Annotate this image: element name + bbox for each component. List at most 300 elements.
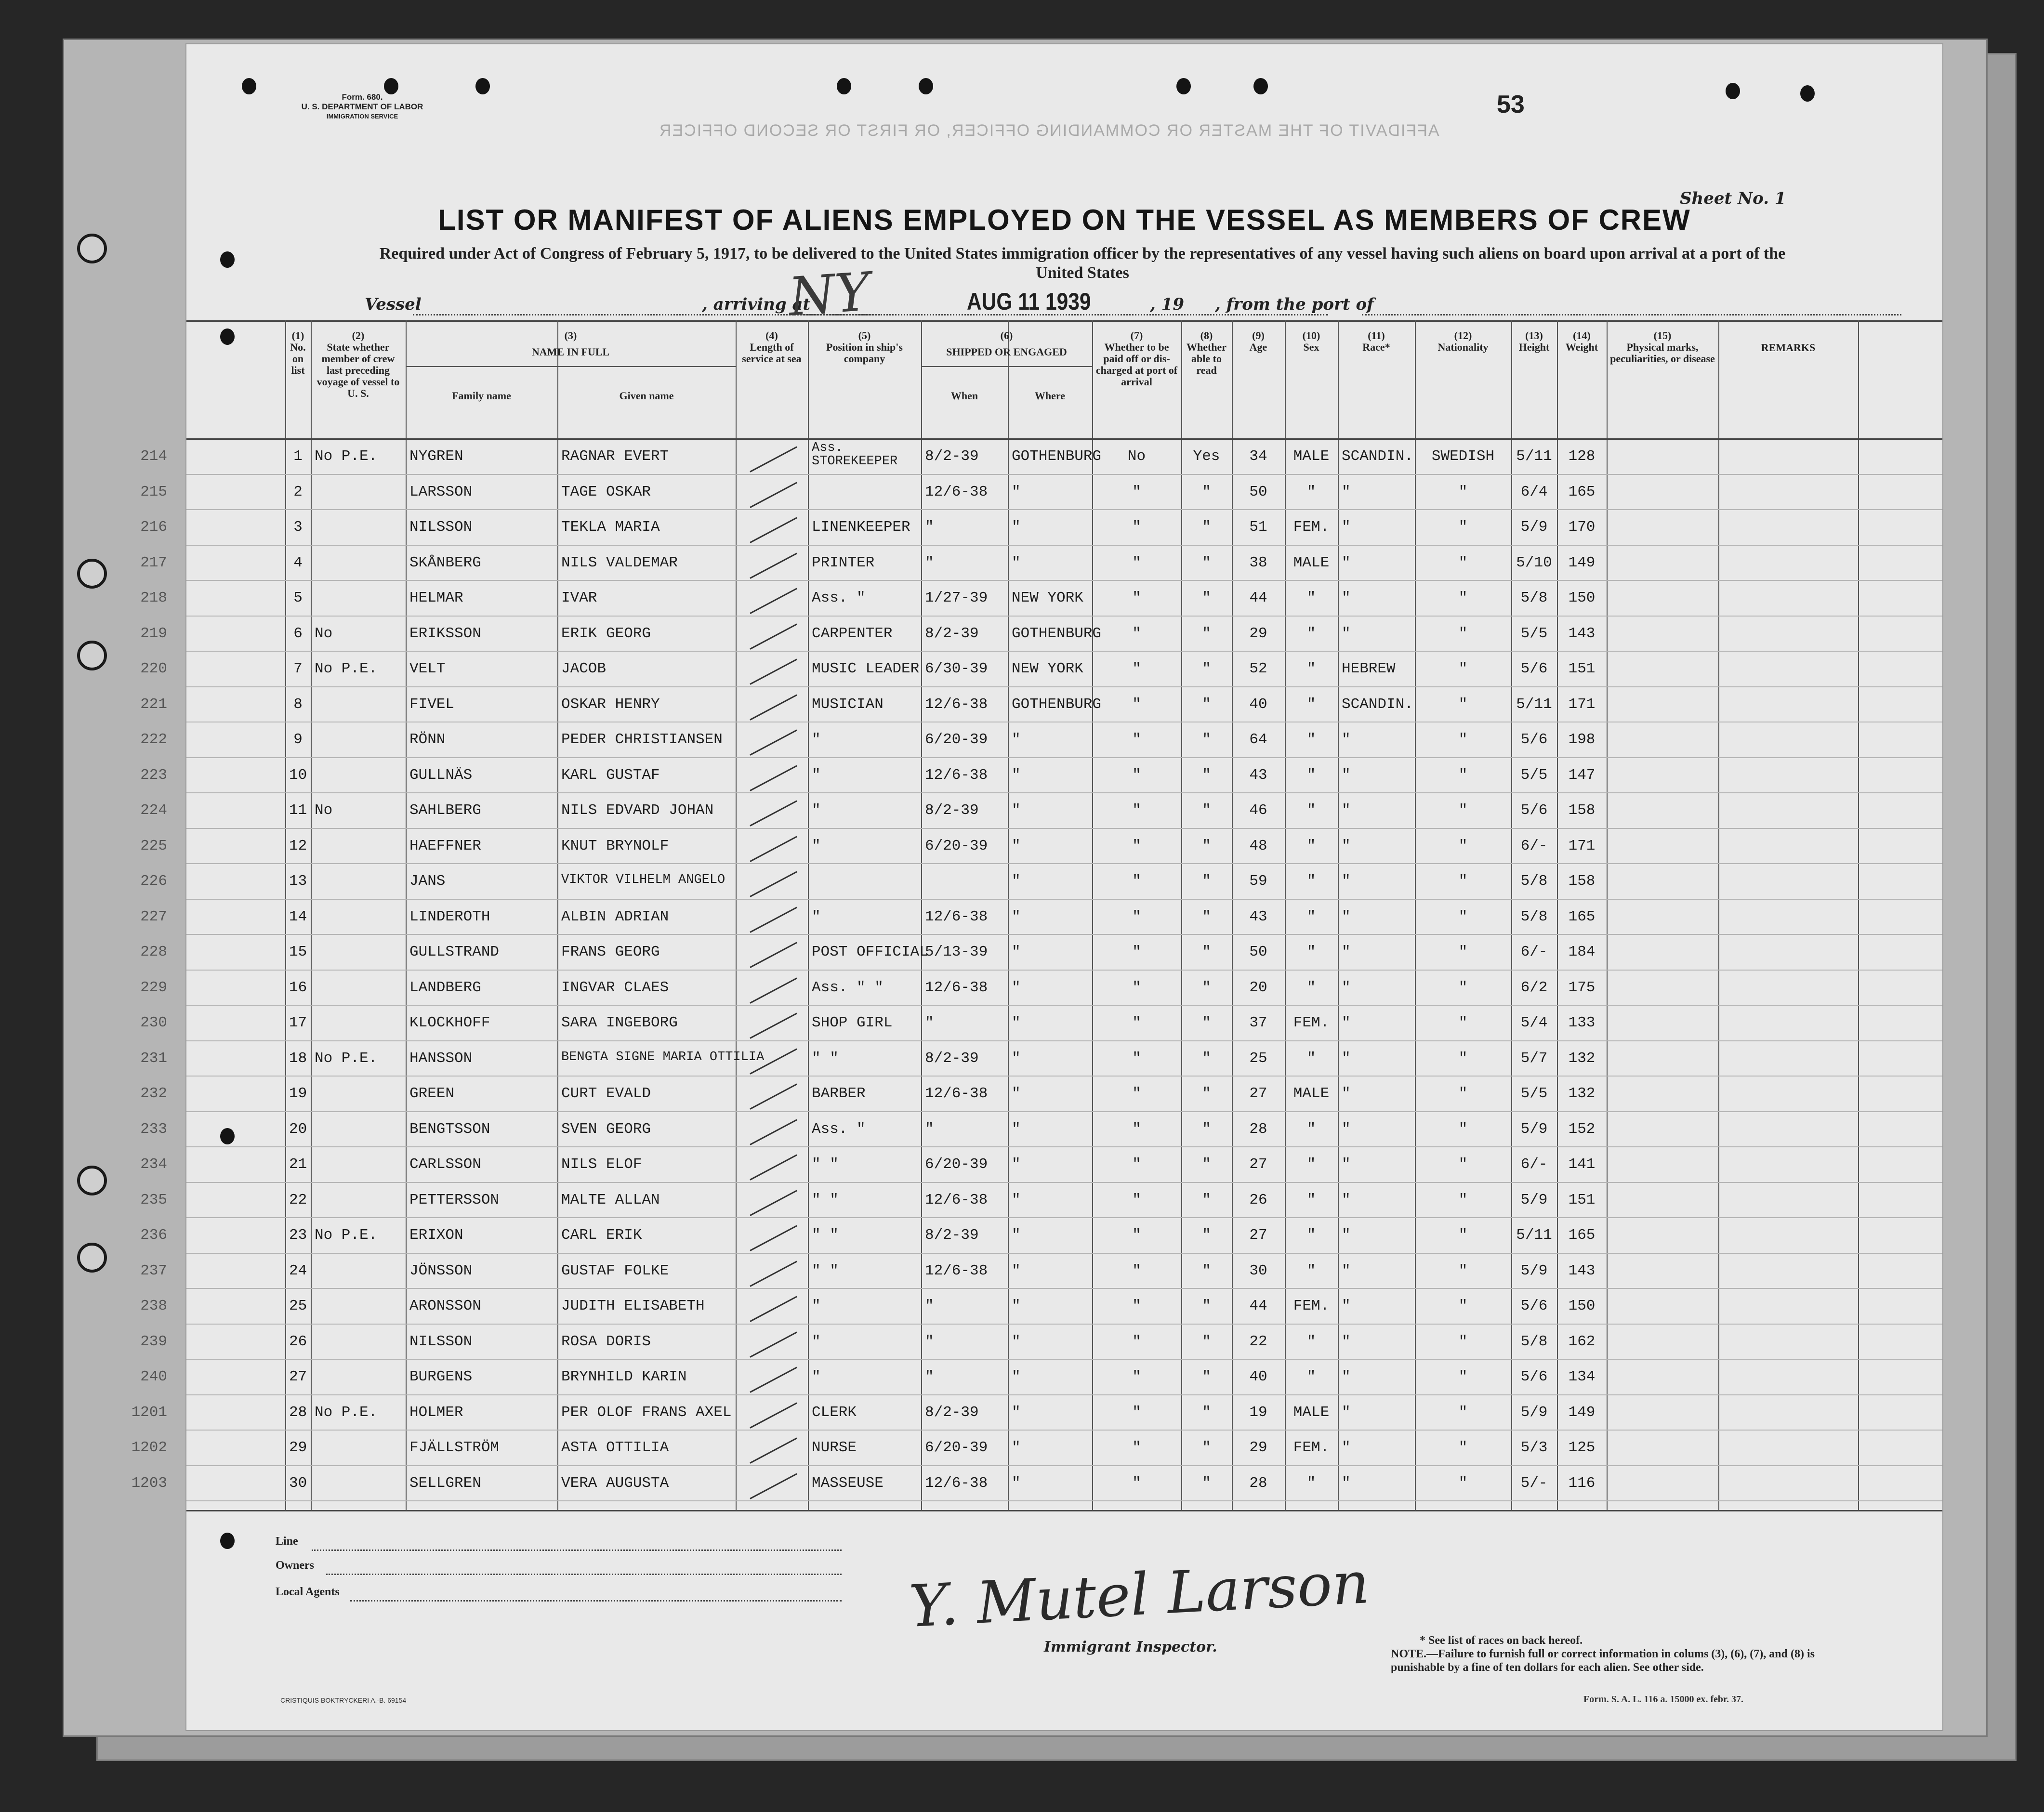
column-rule xyxy=(557,320,558,1510)
list-number: 14 xyxy=(289,908,307,925)
row-rule xyxy=(186,1217,1942,1218)
nationality: " xyxy=(1458,873,1468,890)
given-name: TAGE OSKAR xyxy=(561,483,651,500)
margin-number: 214 xyxy=(140,448,167,465)
nationality: " xyxy=(1458,1298,1468,1314)
nationality: " xyxy=(1458,1014,1468,1031)
able-to-read: " xyxy=(1202,837,1211,854)
nationality: " xyxy=(1458,1439,1468,1456)
paid-off: " xyxy=(1132,1085,1141,1102)
position: " xyxy=(812,766,821,784)
family-name: GREEN xyxy=(409,1085,455,1102)
service-tick-mark xyxy=(750,446,797,473)
weight: 165 xyxy=(1568,483,1596,500)
weight: 147 xyxy=(1568,766,1596,784)
nationality: " xyxy=(1458,731,1468,748)
shipped-where: " xyxy=(1012,873,1021,890)
col-previous-voyage xyxy=(311,330,406,426)
binder-hole xyxy=(77,559,107,589)
page-subtitle: Required under Act of Congress of February 5, 1917, to be delivered to the United States immigration officer by the representatives of any vessel having such aliens on board upon arrival at a port of the United States xyxy=(379,245,1786,282)
able-to-read: " xyxy=(1202,1156,1211,1173)
sex: " xyxy=(1306,944,1316,960)
able-to-read: " xyxy=(1202,696,1211,713)
race: " xyxy=(1342,873,1351,890)
weight: 158 xyxy=(1568,802,1596,819)
race: " xyxy=(1342,944,1351,960)
given-name: CURT EVALD xyxy=(561,1085,651,1102)
able-to-read: " xyxy=(1202,1439,1211,1456)
punch-hole xyxy=(242,78,256,94)
family-name: HELMAR xyxy=(409,590,463,606)
paid-off: " xyxy=(1132,1014,1141,1031)
able-to-read: " xyxy=(1202,1227,1211,1244)
shipped-where: " xyxy=(1012,944,1021,960)
shipped-where: " xyxy=(1012,1120,1021,1138)
race: " xyxy=(1342,1227,1351,1244)
family-name: ARONSSON xyxy=(409,1298,481,1314)
weight: 133 xyxy=(1568,1014,1596,1031)
family-name: NYGREN xyxy=(409,448,463,465)
punch-hole xyxy=(475,78,490,94)
list-number: 12 xyxy=(289,837,307,854)
service-tick-mark xyxy=(750,730,797,756)
service-tick-mark xyxy=(750,1119,797,1145)
list-number: 6 xyxy=(293,625,303,642)
position: " xyxy=(812,802,821,819)
col-remarks xyxy=(1718,342,1858,438)
sex: MALE xyxy=(1293,448,1330,465)
sex: FEM. xyxy=(1293,1439,1330,1456)
column-rule xyxy=(1415,320,1416,1510)
given-name: SARA INGEBORG xyxy=(561,1014,678,1031)
age: 19 xyxy=(1249,1404,1267,1421)
given-name: PER OLOF FRANS AXEL xyxy=(561,1404,732,1421)
col-list-no-label: No. on list xyxy=(290,341,306,376)
given-name: VIKTOR VILHELM ANGELO xyxy=(561,873,725,887)
given-name: SVEN GEORG xyxy=(561,1120,651,1138)
given-name: ALBIN ADRIAN xyxy=(561,908,669,925)
shipped-when: " xyxy=(925,519,934,536)
row-rule xyxy=(186,651,1942,652)
given-name: OSKAR HENRY xyxy=(561,696,660,713)
col-height-number: (13) xyxy=(1525,329,1543,341)
sex: " xyxy=(1306,873,1316,890)
row-rule xyxy=(186,934,1942,935)
nationality: " xyxy=(1458,1333,1468,1350)
age: 28 xyxy=(1249,1120,1267,1138)
able-to-read: " xyxy=(1202,1085,1211,1102)
shipped-where: " xyxy=(1012,1333,1021,1350)
column-rule xyxy=(1181,320,1182,1510)
punch-hole xyxy=(220,1128,235,1144)
list-number: 19 xyxy=(289,1085,307,1102)
given-name: PEDER CHRISTIANSEN xyxy=(561,731,723,748)
nationality: " xyxy=(1458,944,1468,960)
height: 5/6 xyxy=(1520,731,1548,748)
sex: " xyxy=(1306,696,1316,713)
given-name: VERA AUGUSTA xyxy=(561,1474,669,1492)
paid-off: " xyxy=(1132,1474,1141,1492)
height: 5/6 xyxy=(1520,1368,1548,1385)
nationality: " xyxy=(1458,483,1468,500)
height: 5/8 xyxy=(1520,590,1548,606)
position: " xyxy=(812,908,821,925)
punch-hole xyxy=(1726,83,1740,99)
list-number: 25 xyxy=(289,1298,307,1314)
row-rule xyxy=(186,1182,1942,1183)
position: " xyxy=(812,1333,821,1350)
weight: 150 xyxy=(1568,1298,1596,1314)
service-tick-mark xyxy=(750,871,797,897)
previous-voyage: No P.E. xyxy=(315,448,378,465)
sex: " xyxy=(1306,766,1316,784)
position: NURSE xyxy=(812,1439,857,1456)
age: 22 xyxy=(1249,1333,1267,1350)
race: " xyxy=(1342,1404,1351,1421)
family-name: SAHLBERG xyxy=(409,802,481,819)
given-name: TEKLA MARIA xyxy=(561,519,660,536)
given-name: GUSTAF FOLKE xyxy=(561,1262,669,1279)
shipped-when: 6/20-39 xyxy=(925,837,988,854)
column-rule xyxy=(808,320,809,1510)
owners-label: Owners xyxy=(276,1559,314,1572)
age: 20 xyxy=(1249,979,1267,996)
sex: MALE xyxy=(1293,1404,1330,1421)
nationality: " xyxy=(1458,1120,1468,1138)
family-name: JANS xyxy=(409,873,446,890)
paid-off: " xyxy=(1132,1333,1141,1350)
shipped-when: " xyxy=(925,1014,934,1031)
age: 26 xyxy=(1249,1191,1267,1208)
list-number: 11 xyxy=(289,802,307,819)
shipped-when: 8/2-39 xyxy=(925,448,979,465)
position: MASSEUSE xyxy=(812,1474,884,1492)
column-rule xyxy=(1092,320,1093,1510)
service-tick-mark xyxy=(750,1225,797,1251)
list-number: 10 xyxy=(289,766,307,784)
col-given-name xyxy=(557,390,736,419)
service-tick-mark xyxy=(750,1190,797,1216)
race: " xyxy=(1342,1262,1351,1279)
service-tick-mark xyxy=(750,1013,797,1039)
race: " xyxy=(1342,766,1351,784)
able-to-read: " xyxy=(1202,1014,1211,1031)
margin-number: 236 xyxy=(140,1227,167,1244)
sex: FEM. xyxy=(1293,519,1330,536)
shipped-when: 8/2-39 xyxy=(925,1227,979,1244)
sex: " xyxy=(1306,1227,1316,1244)
shipped-where: " xyxy=(1012,1298,1021,1314)
column-rule xyxy=(1008,320,1009,1510)
agents-field xyxy=(350,1600,842,1602)
nationality: " xyxy=(1458,1262,1468,1279)
margin-number: 222 xyxy=(140,731,167,748)
column-rule xyxy=(1511,320,1512,1510)
weight: 149 xyxy=(1568,554,1596,571)
paid-off: " xyxy=(1132,519,1141,536)
department-name: U. S. DEPARTMENT OF LABOR xyxy=(301,102,423,111)
height: 5/6 xyxy=(1520,1298,1548,1314)
race: " xyxy=(1342,979,1351,996)
col-sex-number: (10) xyxy=(1302,329,1320,341)
sex: " xyxy=(1306,908,1316,925)
age: 50 xyxy=(1249,944,1267,960)
margin-number: 235 xyxy=(140,1191,167,1208)
shipped-where: " xyxy=(1012,1227,1021,1244)
race: " xyxy=(1342,908,1351,925)
weight: 198 xyxy=(1568,731,1596,748)
table-bottom-rule xyxy=(186,1510,1942,1511)
col-name-in-full xyxy=(406,330,736,358)
sex: " xyxy=(1306,1333,1316,1350)
previous-voyage: No P.E. xyxy=(315,660,378,677)
col-weight xyxy=(1557,330,1607,426)
family-name: FIVEL xyxy=(409,696,455,713)
race: " xyxy=(1342,1474,1351,1492)
family-name: FJÄLLSTRÖM xyxy=(409,1439,500,1456)
height: 5/10 xyxy=(1516,554,1552,571)
from-port-field xyxy=(1362,314,1901,315)
race: " xyxy=(1342,1156,1351,1173)
able-to-read: " xyxy=(1202,1262,1211,1279)
position: MUSIC LEADER xyxy=(812,660,920,677)
paid-off: " xyxy=(1132,1439,1141,1456)
service-tick-mark xyxy=(750,765,797,791)
col-able-read-number: (8) xyxy=(1200,329,1213,341)
col-age-number: (9) xyxy=(1252,329,1265,341)
family-name: SKÅNBERG xyxy=(409,554,481,571)
nationality: " xyxy=(1458,590,1468,606)
given-name: INGVAR CLAES xyxy=(561,979,669,996)
weight: 149 xyxy=(1568,1404,1596,1421)
col-position-number: (5) xyxy=(858,329,871,341)
height: 6/- xyxy=(1520,837,1548,854)
column-rule xyxy=(285,320,286,1510)
able-to-read: " xyxy=(1202,1191,1211,1208)
service-tick-mark xyxy=(750,942,797,968)
family-name: PETTERSSON xyxy=(409,1191,500,1208)
margin-number: 219 xyxy=(140,625,167,642)
paid-off: " xyxy=(1132,979,1141,996)
col-when-label: When xyxy=(950,390,978,402)
margin-number: 232 xyxy=(140,1085,167,1102)
form-code: Form. S. A. L. 116 a. 15000 ex. febr. 37. xyxy=(1583,1694,1744,1705)
col-name-in-full-label: NAME IN FULL xyxy=(531,346,610,358)
position: " xyxy=(812,837,821,854)
height: 5/11 xyxy=(1516,448,1552,465)
list-number: 20 xyxy=(289,1120,307,1138)
list-number: 2 xyxy=(293,483,303,500)
position: PRINTER xyxy=(812,554,875,571)
col-where xyxy=(1008,390,1092,419)
able-to-read: " xyxy=(1202,873,1211,890)
height: 5/5 xyxy=(1520,1085,1548,1102)
height: 5/4 xyxy=(1520,1014,1548,1031)
shipped-where: " xyxy=(1012,1262,1021,1279)
paid-off: " xyxy=(1132,625,1141,642)
height: 5/5 xyxy=(1520,766,1548,784)
race: " xyxy=(1342,1191,1351,1208)
able-to-read: " xyxy=(1202,908,1211,925)
race: " xyxy=(1342,802,1351,819)
shipped-when: 12/6-38 xyxy=(925,1085,988,1102)
sex: " xyxy=(1306,731,1316,748)
service-tick-mark xyxy=(750,659,797,685)
margin-number: 221 xyxy=(140,696,167,713)
list-number: 28 xyxy=(289,1404,307,1421)
paid-off: " xyxy=(1132,908,1141,925)
sex: MALE xyxy=(1293,554,1330,571)
previous-voyage: No xyxy=(315,802,333,819)
paid-off: " xyxy=(1132,837,1141,854)
row-rule xyxy=(186,1146,1942,1147)
age: 59 xyxy=(1249,873,1267,890)
paid-off: No xyxy=(1127,448,1146,465)
list-number: 17 xyxy=(289,1014,307,1031)
family-name: HOLMER xyxy=(409,1404,463,1421)
height: 5/9 xyxy=(1520,1120,1548,1138)
manifest-sheet xyxy=(131,43,1943,1731)
punch-hole xyxy=(837,78,851,94)
given-name: KARL GUSTAF xyxy=(561,766,660,784)
able-to-read: " xyxy=(1202,483,1211,500)
sex: " xyxy=(1306,483,1316,500)
position: CARPENTER xyxy=(812,625,893,642)
margin-number: 216 xyxy=(140,519,167,536)
able-to-read: " xyxy=(1202,660,1211,677)
punch-hole xyxy=(1800,85,1815,102)
margin-number: 234 xyxy=(140,1156,167,1173)
fine-note: NOTE.—Failure to furnish full or correct information in colums (3), (6), (7), and (8) is punishable by a fine of ten dollars for each alien. See other side. xyxy=(1391,1648,1815,1674)
sheet-label: Sheet No. xyxy=(1680,189,1769,208)
height: 5/9 xyxy=(1520,1191,1548,1208)
age: 34 xyxy=(1249,448,1267,465)
paid-off: " xyxy=(1132,1156,1141,1173)
service-tick-mark xyxy=(750,694,797,720)
row-rule xyxy=(186,1111,1942,1112)
paid-off: " xyxy=(1132,1262,1141,1279)
paid-off: " xyxy=(1132,660,1141,677)
shipped-where: " xyxy=(1012,1368,1021,1385)
service-tick-mark xyxy=(750,977,797,1003)
race: SCANDIN. xyxy=(1342,696,1413,713)
paid-off: " xyxy=(1132,1120,1141,1138)
col-race-number: (11) xyxy=(1368,329,1385,341)
table-top-rule xyxy=(186,320,1942,322)
weight: 151 xyxy=(1568,1191,1596,1208)
margin-number: 223 xyxy=(140,766,167,784)
able-to-read: " xyxy=(1202,1368,1211,1385)
list-number: 5 xyxy=(293,590,303,606)
service-tick-mark xyxy=(750,623,797,649)
height: 5/8 xyxy=(1520,873,1548,890)
paid-off: " xyxy=(1132,696,1141,713)
position: " " xyxy=(812,1262,839,1279)
position: CLERK xyxy=(812,1404,857,1421)
weight: 171 xyxy=(1568,837,1596,854)
row-rule xyxy=(186,1430,1942,1431)
shipped-where: GOTHENBURG xyxy=(1012,448,1102,465)
shipped-when: 6/30-39 xyxy=(925,660,988,677)
margin-number: 217 xyxy=(140,554,167,571)
col-shipped-engaged xyxy=(921,330,1092,358)
nationality: " xyxy=(1458,1156,1468,1173)
race: " xyxy=(1342,1333,1351,1350)
shipped-where: " xyxy=(1012,1014,1021,1031)
given-name: ERIK GEORG xyxy=(561,625,651,642)
able-to-read: " xyxy=(1202,1474,1211,1492)
family-name: LINDEROTH xyxy=(409,908,490,925)
margin-number: 225 xyxy=(140,837,167,854)
column-rule xyxy=(736,320,737,1510)
paid-off: " xyxy=(1132,590,1141,606)
shipped-when: 6/20-39 xyxy=(925,731,988,748)
form-header xyxy=(271,92,454,121)
binder-hole xyxy=(77,234,107,263)
age: 44 xyxy=(1249,1298,1267,1314)
col-height-label: Height xyxy=(1518,341,1550,353)
paid-off: " xyxy=(1132,554,1141,571)
paid-off: " xyxy=(1132,483,1141,500)
race: " xyxy=(1342,519,1351,536)
col-age xyxy=(1232,330,1285,426)
paid-off: " xyxy=(1132,731,1141,748)
line-field xyxy=(312,1549,842,1551)
list-number: 22 xyxy=(289,1191,307,1208)
previous-voyage: No xyxy=(315,625,333,642)
row-rule xyxy=(186,1394,1942,1395)
sex: " xyxy=(1306,1191,1316,1208)
column-rule xyxy=(1338,320,1339,1510)
paid-off: " xyxy=(1132,1404,1141,1421)
given-name: JACOB xyxy=(561,660,607,677)
age: 29 xyxy=(1249,625,1267,642)
row-rule xyxy=(186,1005,1942,1006)
binder-hole xyxy=(77,1243,107,1273)
sex: " xyxy=(1306,1474,1316,1492)
nationality: " xyxy=(1458,625,1468,642)
family-name: SELLGREN xyxy=(409,1474,481,1492)
sex: " xyxy=(1306,1120,1316,1138)
weight: 165 xyxy=(1568,908,1596,925)
nationality: " xyxy=(1458,802,1468,819)
paid-off: " xyxy=(1132,873,1141,890)
margin-number: 1202 xyxy=(131,1439,167,1456)
service-tick-mark xyxy=(750,517,797,543)
age: 28 xyxy=(1249,1474,1267,1492)
weight: 175 xyxy=(1568,979,1596,996)
sex: " xyxy=(1306,802,1316,819)
service-tick-mark xyxy=(750,482,797,508)
year-label: , 19 xyxy=(1150,295,1184,314)
position: Ass. STOREKEEPER xyxy=(812,441,898,469)
shipped-where: " xyxy=(1012,908,1021,925)
margin-number: 1203 xyxy=(131,1474,167,1492)
col-nationality-label: Nationality xyxy=(1437,341,1489,353)
height: 5/5 xyxy=(1520,625,1548,642)
shipped-where: " xyxy=(1012,837,1021,854)
weight: 162 xyxy=(1568,1333,1596,1350)
shipped-where: " xyxy=(1012,1050,1021,1067)
weight: 158 xyxy=(1568,873,1596,890)
race: " xyxy=(1342,554,1351,571)
sex: " xyxy=(1306,1050,1316,1067)
shipped-when: 12/6-38 xyxy=(925,1191,988,1208)
shipped-when: 12/6-38 xyxy=(925,979,988,996)
shipped-where: " xyxy=(1012,1474,1021,1492)
row-rule xyxy=(186,509,1942,510)
service-tick-mark xyxy=(750,906,797,932)
